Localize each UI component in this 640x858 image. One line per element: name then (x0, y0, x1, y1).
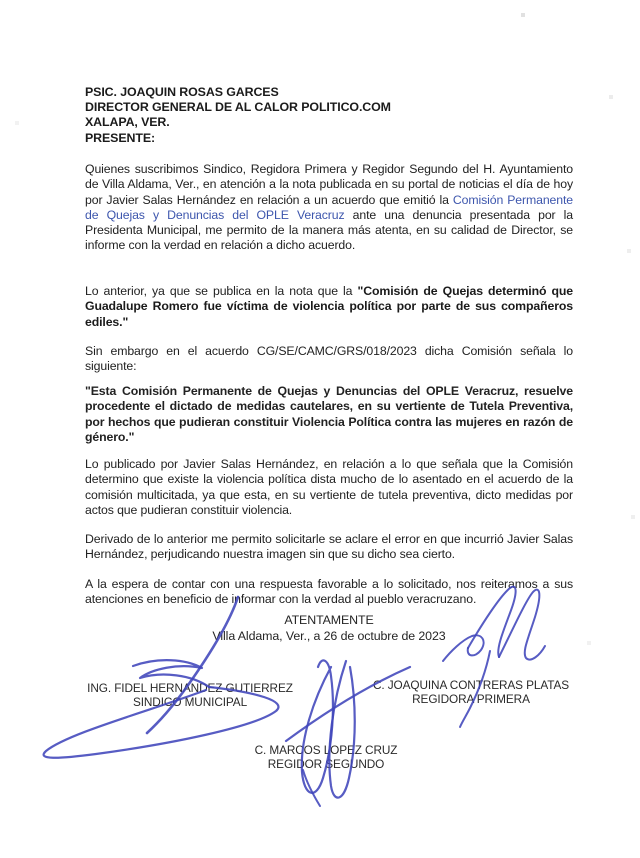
recipient-block (85, 85, 573, 146)
signatory-regidora-title: REGIDORA PRIMERA (412, 691, 530, 706)
signatory-sindico-title: SINDICO MUNICIPAL (132, 694, 248, 709)
paragraph-1-text-pre: Quienes suscribimos Sindico, Regidora Primera y Regidor Segundo del H. Ayuntamiento de Villa Aldama, Ver., en atención a la nota publicada en su portal de noticias el día de hoy por Javier Salas Hernández en relación a un acuerdo que emitió la (85, 162, 573, 207)
signatory-regidora-name: C. JOAQUINA CONTRERAS PLATAS (372, 678, 570, 692)
paragraph-5: Lo publicado por Javier Salas Hernández, en relación a lo que señala que la Comisión determino que existe la violencia política dista mucho de lo asentado en el acuerdo de la comisión multicitada, ya que esta, en su vertiente de tutela preventiva, dicto medidas por actos que pudieran constituir violencia. (85, 457, 573, 517)
paragraph-3: Sin embargo en el acuerdo CG/SE/CAMC/GRS/018/2023 dicha Comisión señala lo siguiente: (85, 344, 573, 374)
recipient-name: PSIC. JOAQUIN ROSAS GARCES (85, 85, 279, 99)
closing-salutation: ATENTAMENTE (284, 613, 374, 627)
recipient-salutation: PRESENTE: (85, 130, 156, 145)
paragraph-6: Derivado de lo anterior me permito solicitarle se aclare el error en que incurrió Javier Salas Hernández, perjudicando nuestra imagen sin que su dicho sea cierto. (85, 532, 573, 562)
closing-place-date: Villa Aldama, Ver., a 26 de octubre de 2023 (212, 628, 446, 643)
signatory-sindico (85, 682, 295, 710)
signatory-regidor-title: REGIDOR SEGUNDO (267, 756, 385, 771)
paragraph-1 (85, 162, 573, 254)
recipient-city: XALAPA, VER. (85, 115, 170, 130)
signatory-regidor-name: C. MARCOS LOPEZ CRUZ (254, 743, 398, 757)
paragraph-2-text: Lo anterior, ya que se publica en la nota que la (85, 284, 358, 298)
signatory-regidora-primera (368, 679, 574, 707)
paragraph-4-quote: "Esta Comisión Permanente de Quejas y Denuncias del OPLE Veracruz, resuelve procedente el dictado de medidas cautelares, en su vertiente de Tutela Preventiva, por hechos que pudieran constituir Violencia Política contra las mujeres en razón de género." (85, 384, 573, 444)
closing-block (85, 613, 573, 644)
quoted-claim-bold: "Comisión de Quejas determinó que Guadalupe Romero fue víctima de violencia política por parte de sus compañeros ediles." (85, 284, 573, 329)
ople-commission-phrase: Comisión Permanente de Quejas y Denuncias del OPLE Veracruz (85, 192, 573, 222)
recipient-role: DIRECTOR GENERAL DE AL CALOR POLITICO.COM (85, 100, 391, 115)
signatory-regidor-segundo (241, 744, 411, 772)
paragraph-1-text-post: ante una denuncia presentada por la Presidenta Municipal, me permito de la manera más atenta, en su calidad de Director, se informe con la verdad en relación a dicho acuerdo. (85, 207, 573, 253)
paragraph-2 (85, 284, 573, 330)
scan-artifacts (0, 0, 2, 2)
signatory-sindico-name: ING. FIDEL HERNANDEZ GUTIERREZ (87, 681, 293, 695)
paragraph-7: A la espera de contar con una respuesta favorable a lo solicitado, nos reiteramos a sus atenciones en beneficio de informar con la verdad al pueblo veracruzano. (85, 577, 573, 607)
